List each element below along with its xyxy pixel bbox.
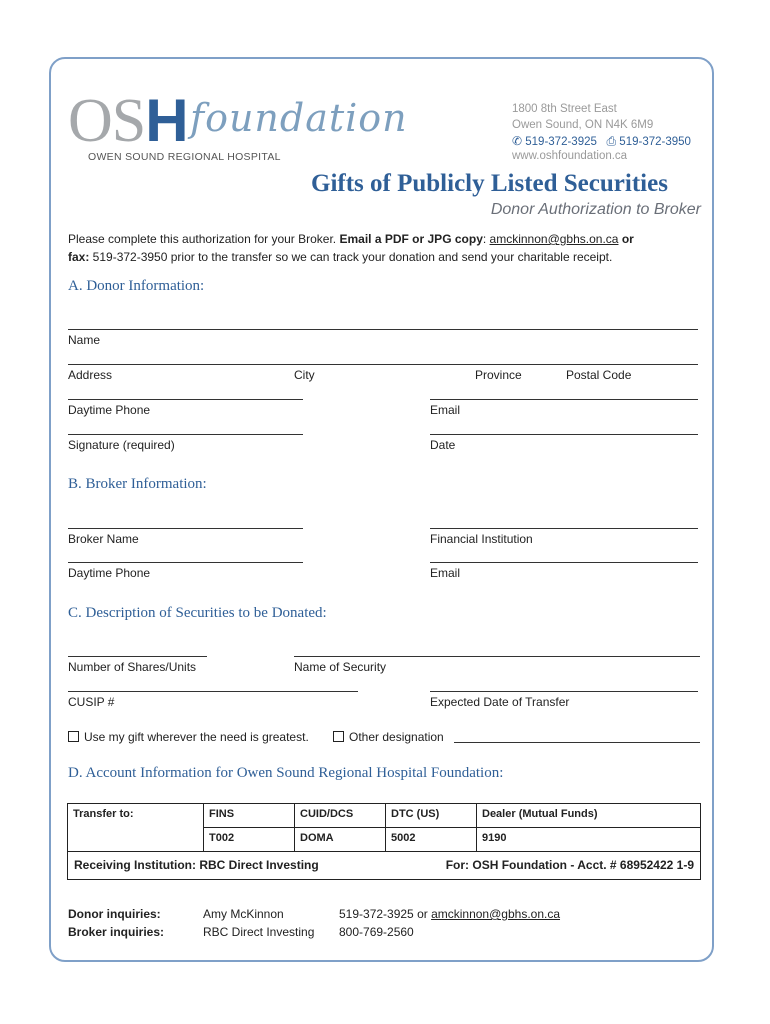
need-greatest-checkbox[interactable]	[68, 731, 79, 742]
footer-labels	[68, 905, 164, 941]
email-label: Email	[430, 403, 461, 417]
fax-number: 519-372-3950	[619, 136, 691, 148]
broker-name-field[interactable]	[68, 528, 303, 529]
fins-header: FINS	[204, 804, 295, 828]
option-other-designation[interactable]	[333, 730, 444, 744]
option-need-greatest[interactable]	[68, 730, 309, 744]
broker-email-label: Email	[430, 566, 461, 580]
address-field[interactable]	[68, 364, 698, 365]
broker-phone-field[interactable]	[68, 562, 303, 563]
address-label: Address	[68, 368, 113, 382]
intro-fax-label: fax:	[68, 250, 90, 264]
address-line-2: Owen Sound, ON N4K 6M9	[512, 119, 654, 131]
broker-name-label: Broker Name	[68, 532, 139, 546]
donor-phone-line	[339, 905, 560, 923]
date-field[interactable]	[430, 434, 698, 435]
broker-phone: 800-769-2560	[339, 925, 414, 939]
donor-email-link[interactable]: amckinnon@gbhs.on.ca	[431, 907, 561, 921]
broker-phone-label: Daytime Phone	[68, 566, 151, 580]
dtc-value: 5002	[386, 828, 477, 852]
logo-foundation-text: foundation	[190, 96, 408, 140]
dealer-header: Dealer (Mutual Funds)	[477, 804, 701, 828]
logo-subtitle: OWEN SOUND REGIONAL HOSPITAL	[88, 151, 281, 163]
shares-field[interactable]	[68, 656, 207, 657]
table-row	[68, 852, 701, 880]
table-row	[68, 804, 701, 828]
financial-institution-field[interactable]	[430, 528, 698, 529]
security-name-field[interactable]	[294, 656, 700, 657]
receiving-institution: Receiving Institution: RBC Direct Investing	[74, 858, 319, 872]
dtc-header: DTC (US)	[386, 804, 477, 828]
intro-fax-text: 519-372-3950 prior to the transfer so we can track your donation and send your charitable receipt.	[89, 250, 613, 264]
email-field[interactable]	[430, 399, 698, 400]
shares-label: Number of Shares/Units	[68, 660, 197, 674]
daytime-phone-field[interactable]	[68, 399, 303, 400]
website: www.oshfoundation.ca	[512, 150, 628, 162]
daytime-phone-label: Daytime Phone	[68, 403, 151, 417]
fins-value: T002	[204, 828, 295, 852]
page-subtitle: Donor Authorization to Broker	[490, 201, 701, 218]
broker-email-field[interactable]	[430, 562, 698, 563]
need-greatest-label: Use my gift wherever the need is greatest.	[84, 730, 309, 744]
cusip-label: CUSIP #	[68, 695, 115, 709]
broker-inquiries-label: Broker inquiries:	[68, 925, 165, 939]
receiving-row	[68, 852, 701, 880]
section-c-heading: C. Description of Securities to be Donated:	[68, 605, 327, 621]
fax-icon: ⎙	[606, 134, 617, 148]
transfer-date-field[interactable]	[430, 691, 698, 692]
province-label: Province	[475, 368, 522, 382]
financial-institution-label: Financial Institution	[430, 532, 533, 546]
for-account: For: OSH Foundation - Acct. # 68952422 1-9	[445, 858, 694, 872]
address-line-1: 1800 8th Street East	[512, 103, 617, 115]
logo	[68, 87, 188, 155]
page-title: Gifts of Publicly Listed Securities	[311, 170, 668, 197]
phone-icon: ✆	[512, 134, 523, 148]
signature-label: Signature (required)	[68, 438, 175, 452]
intro-bold-email: Email a PDF or JPG copy	[339, 232, 483, 246]
security-name-label: Name of Security	[294, 660, 387, 674]
other-designation-checkbox[interactable]	[333, 731, 344, 742]
intro-text: Please complete this authorization for your Broker.	[68, 232, 340, 246]
cusip-field[interactable]	[68, 691, 358, 692]
phone-number: 519-372-3925	[525, 136, 597, 148]
donor-contact: Amy McKinnon	[203, 907, 284, 921]
name-field[interactable]	[68, 329, 698, 330]
intro-colon: :	[482, 232, 490, 246]
logo-h-text: H	[145, 87, 188, 154]
intro-or: or	[618, 232, 634, 246]
transfer-date-label: Expected Date of Transfer	[430, 695, 570, 709]
account-table	[67, 803, 701, 880]
cuid-value: DOMA	[295, 828, 386, 852]
dealer-value: 9190	[477, 828, 701, 852]
intro-paragraph	[68, 230, 708, 266]
footer-contacts	[203, 905, 314, 941]
section-a-heading: A. Donor Information:	[68, 278, 205, 294]
section-d-heading: D. Account Information for Owen Sound Regional Hospital Foundation:	[68, 765, 504, 781]
logo-os-text: OS	[68, 87, 146, 155]
name-label: Name	[68, 333, 101, 347]
cuid-header: CUID/DCS	[295, 804, 386, 828]
section-b-heading: B. Broker Information:	[68, 476, 207, 492]
date-label: Date	[430, 438, 456, 452]
intro-email-link[interactable]: amckinnon@gbhs.on.ca	[489, 232, 619, 246]
transfer-to-cell: Transfer to:	[68, 804, 204, 852]
city-label: City	[294, 368, 315, 382]
other-designation-field[interactable]	[454, 742, 700, 743]
signature-field[interactable]	[68, 434, 303, 435]
donor-inquiries-label: Donor inquiries:	[68, 907, 161, 921]
footer-phones	[339, 905, 560, 941]
broker-contact: RBC Direct Investing	[203, 925, 315, 939]
other-designation-label: Other designation	[349, 730, 444, 744]
donor-phone: 519-372-3925 or	[339, 907, 432, 921]
postal-code-label: Postal Code	[566, 368, 632, 382]
contact-phone-fax	[512, 134, 691, 149]
